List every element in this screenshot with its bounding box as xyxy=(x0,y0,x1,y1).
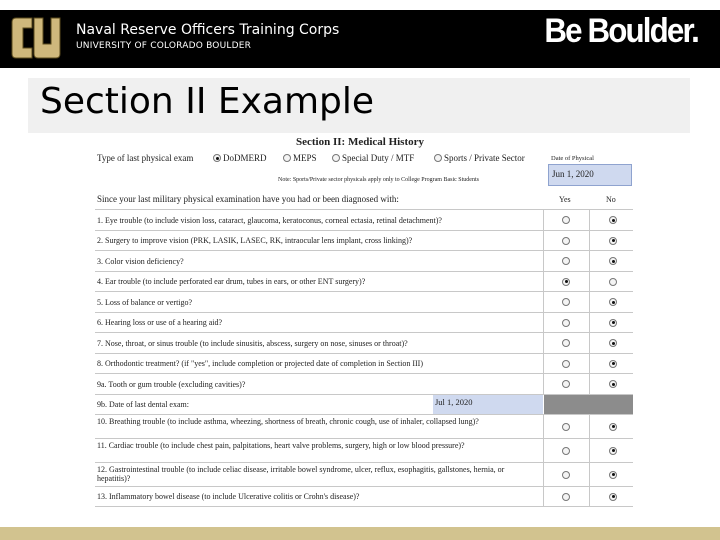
yes-header: Yes xyxy=(559,195,571,204)
question-text: 2. Surgery to improve vision (PRK, LASIK, LASEC, RK, intraocular lens implant, cross linking)? xyxy=(97,236,413,246)
yes-radio[interactable] xyxy=(562,257,570,265)
yes-radio[interactable] xyxy=(562,380,570,388)
column-divider xyxy=(589,333,590,353)
no-radio[interactable] xyxy=(609,319,617,327)
no-radio[interactable] xyxy=(609,298,617,306)
yes-radio[interactable] xyxy=(562,237,570,245)
question-text: 10. Breathing trouble (to include asthma, wheezing, shortness of breath, chronic cough, use of inhaler, collapsed lung)? xyxy=(97,416,479,426)
dental-exam-row xyxy=(95,395,633,415)
form-title: Section II: Medical History xyxy=(296,136,425,148)
yes-radio[interactable] xyxy=(562,471,570,479)
footer-bar xyxy=(0,527,720,540)
table-row xyxy=(95,292,633,313)
exam-type-label: Type of last physical exam xyxy=(97,153,194,163)
table-row xyxy=(95,439,633,463)
question-text: 11. Cardiac trouble (to include chest pain, palpitations, heart valve problems, surgery, high or low blood pressure)? xyxy=(97,440,465,450)
table-row xyxy=(95,313,633,334)
column-divider xyxy=(589,439,590,462)
header-title: Naval Reserve Officers Training Corps xyxy=(76,22,340,38)
no-radio[interactable] xyxy=(609,493,617,501)
no-radio[interactable] xyxy=(609,360,617,368)
dental-exam-date-field[interactable]: Jul 1, 2020 xyxy=(433,395,543,414)
column-divider xyxy=(543,333,544,353)
table-header-row xyxy=(95,190,633,210)
table-row xyxy=(95,272,633,293)
column-divider xyxy=(543,292,544,312)
yes-radio[interactable] xyxy=(562,216,570,224)
radio-special-duty[interactable] xyxy=(332,154,340,162)
no-header: No xyxy=(606,195,616,204)
no-radio[interactable] xyxy=(609,447,617,455)
no-radio[interactable] xyxy=(609,380,617,388)
no-radio[interactable] xyxy=(609,257,617,265)
column-divider xyxy=(589,415,590,438)
questions-table xyxy=(95,190,633,507)
question-text: 1. Eye trouble (to include vision loss, cataract, glaucoma, keratoconus, corneal ectasia, retinal detachment)? xyxy=(97,215,442,225)
column-divider xyxy=(543,463,544,486)
option-special-duty[interactable]: Special Duty / MTF xyxy=(332,153,414,163)
yes-radio[interactable] xyxy=(562,423,570,431)
disabled-cell xyxy=(544,395,633,414)
column-divider xyxy=(589,210,590,230)
yes-radio[interactable] xyxy=(562,319,570,327)
table-row xyxy=(95,487,633,507)
table-row xyxy=(95,333,633,354)
column-divider xyxy=(543,272,544,292)
column-divider xyxy=(543,415,544,438)
yes-radio[interactable] xyxy=(562,447,570,455)
dental-exam-label: 9b. Date of last dental exam: xyxy=(97,399,189,409)
column-divider xyxy=(589,463,590,486)
column-divider xyxy=(543,210,544,230)
column-divider xyxy=(589,292,590,312)
form-note: Note: Sports/Private sector physicals apply only to College Program Basic Students xyxy=(278,177,479,183)
no-radio[interactable] xyxy=(609,423,617,431)
table-row xyxy=(95,251,633,272)
yes-radio[interactable] xyxy=(562,298,570,306)
table-row xyxy=(95,415,633,439)
question-text: 8. Orthodontic treatment? (if "yes", include completion or projected date of completion in Section III) xyxy=(97,359,423,369)
yes-radio[interactable] xyxy=(562,360,570,368)
table-row xyxy=(95,463,633,487)
brand-wordmark: Be Boulder. xyxy=(544,12,698,50)
option-meps[interactable]: MEPS xyxy=(283,153,317,163)
option-dodmerd[interactable]: DoDMERD xyxy=(213,153,267,163)
yes-radio[interactable] xyxy=(562,493,570,501)
column-divider xyxy=(543,354,544,374)
column-divider xyxy=(543,439,544,462)
table-row xyxy=(95,374,633,395)
column-divider xyxy=(589,354,590,374)
column-divider xyxy=(543,374,544,394)
yes-radio[interactable] xyxy=(562,339,570,347)
column-divider xyxy=(589,487,590,506)
date-of-physical-field[interactable]: Jun 1, 2020 xyxy=(548,164,632,186)
column-divider xyxy=(589,374,590,394)
page-title: Section II Example xyxy=(40,81,375,122)
option-sports-private[interactable]: Sports / Private Sector xyxy=(434,153,525,163)
table-row xyxy=(95,231,633,252)
column-divider xyxy=(589,313,590,333)
no-radio[interactable] xyxy=(609,471,617,479)
question-text: 12. Gastrointestinal trouble (to include celiac disease, irritable bowel syndrome, ulcer, reflux, esophagitis, gallstones, hernia, or hepatitis)? xyxy=(97,464,505,483)
column-divider xyxy=(543,487,544,506)
table-row xyxy=(95,354,633,375)
column-divider xyxy=(589,272,590,292)
table-row xyxy=(95,210,633,231)
radio-dodmerd[interactable] xyxy=(213,154,221,162)
question-text: 6. Hearing loss or use of a hearing aid? xyxy=(97,318,223,328)
question-text: 9a. Tooth or gum trouble (excluding cavities)? xyxy=(97,379,246,389)
no-radio[interactable] xyxy=(609,278,617,286)
no-radio[interactable] xyxy=(609,339,617,347)
column-divider xyxy=(589,231,590,251)
question-header: Since your last military physical examination have you had or been diagnosed with: xyxy=(97,194,399,204)
column-divider xyxy=(589,251,590,271)
question-text: 13. Inflammatory bowel disease (to include Ulcerative colitis or Crohn's disease)? xyxy=(97,492,360,501)
no-radio[interactable] xyxy=(609,237,617,245)
question-text: 7. Nose, throat, or sinus trouble (to include sinusitis, abscess, surgery on nose, sinuses or throat)? xyxy=(97,338,408,348)
question-text: 5. Loss of balance or vertigo? xyxy=(97,297,193,307)
date-of-physical-label: Date of Physical xyxy=(551,155,594,162)
header-subtitle: UNIVERSITY OF COLORADO BOULDER xyxy=(76,41,252,51)
yes-radio[interactable] xyxy=(562,278,570,286)
radio-meps[interactable] xyxy=(283,154,291,162)
column-divider xyxy=(543,231,544,251)
radio-sports-private[interactable] xyxy=(434,154,442,162)
column-divider xyxy=(543,313,544,333)
question-text: 4. Ear trouble (to include perforated ear drum, tubes in ears, or other ENT surgery)? xyxy=(97,277,366,287)
question-text: 3. Color vision deficiency? xyxy=(97,256,184,266)
column-divider xyxy=(543,251,544,271)
no-radio[interactable] xyxy=(609,216,617,224)
